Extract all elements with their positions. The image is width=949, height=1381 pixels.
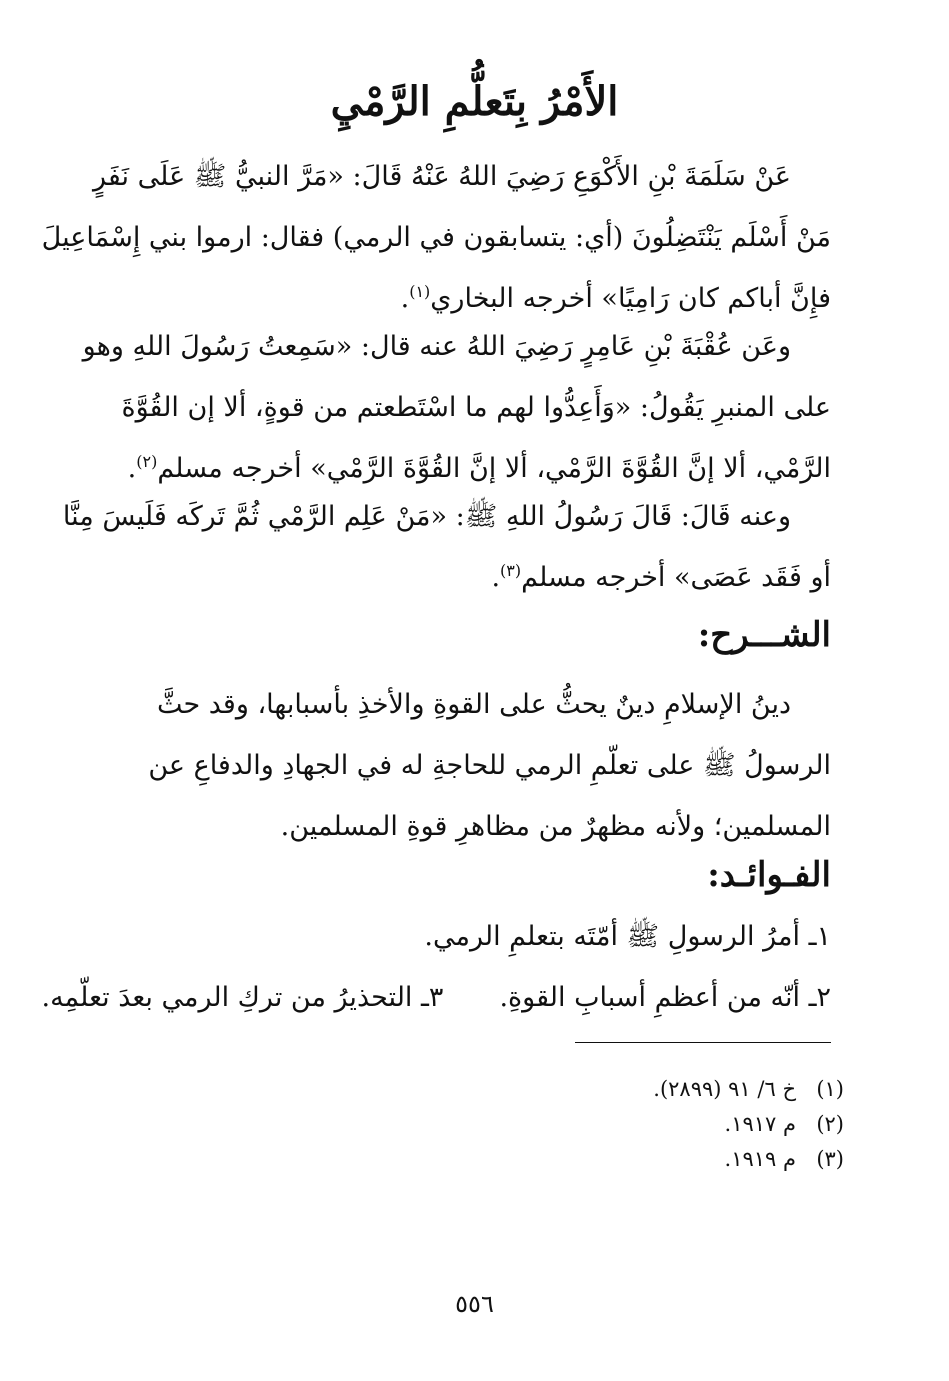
hadith-1-line-3: فإِنَّ أباكم كان رَامِيًا» أخرجه البخاري$^{(١)}$. [400,282,831,314]
page-title: الأَمْرُ بِتَعلُّمِ الرَّمْيِ [330,78,619,125]
hadith-3-line-2-text: أو فَقَد عَصَى» أخرجه مسلم [521,562,831,593]
hadith-3-line-1: وعنه قَالَ: قَالَ رَسُولُ اللهِ ﷺ: «مَنْ عَلِم الرَّمْي ثُمَّ تَركَه فَلَيسَ مِنَّا [62,501,791,532]
benefit-item-3: ٣ـ التحذيرُ من تركِ الرمي بعدَ تعلّمِه. [41,982,444,1013]
page-number: ٥٥٦ [455,1290,494,1318]
hadith-1-line-1: عَنْ سَلَمَةَ بْنِ الأَكْوَعِ رَضِيَ اللهُ عَنْهُ قَالَ: «مَرَّ النبيُّ ﷺ عَلَى نَفَرٍ [92,161,791,192]
footnote-3-number: (٣) [816,1147,844,1171]
footnote-1-number: (١) [816,1077,844,1101]
footnote-1-text: خ ٦/ ٩١ (٢٨٩٩). [653,1077,796,1101]
footnote-2-text: م ١٩١٧. [724,1112,796,1136]
explanation-body [88,674,831,857]
footnote-separator [575,1042,831,1043]
footnote-2-number: (٢) [816,1112,844,1136]
hadith-2 [82,316,831,499]
hadith-3 [62,486,831,608]
footnote-1 [653,1072,844,1107]
hadith-2-line-3-text: الرَّمْي، ألا إنَّ القُوَّةَ الرَّمْي، ألا إنَّ القُوَّةَ الرَّمْي» أخرجه مسلم [157,453,831,484]
footnote-2 [653,1107,844,1142]
footnote-3 [653,1142,844,1177]
benefits-heading: الفـوائـد: [707,855,831,895]
hadith-1-line-2: مَنْ أَسْلَم يَنْتَضِلُونَ (أي: يتسابقون في الرمي) فقال: ارموا بني إِسْمَاعِيلَ [41,222,831,253]
hadith-2-line-1: وعَن عُقْبَةَ بْنِ عَامِرٍ رَضِيَ اللهُ عنه قال: «سَمِعتُ رَسُولَ اللهِ وهو [82,331,791,362]
benefits-list [41,906,831,1028]
benefit-item-1: ١ـ أمرُ الرسولِ ﷺ أمّتَه بتعلمِ الرمي. [424,921,831,952]
hadith-1 [41,146,831,329]
hadith-2-line-3: الرَّمْي، ألا إنَّ القُوَّةَ الرَّمْي، ألا إنَّ القُوَّةَ الرَّمْي» أخرجه مسلم$^{(٢)}$. [127,452,831,484]
explanation-line-1: دينُ الإسلامِ دينٌ يحثُّ على القوةِ والأخذِ بأسبابها، وقد حثَّ [156,689,791,720]
benefit-row-2 [41,967,831,1028]
hadith-2-line-2: على المنبرِ يَقُولُ: «وَأَعِدُّوا لهم ما اسْتَطعتم من قوةٍ، ألا إن القُوَّةَ [121,392,831,423]
footnote-ref-2: (٢) [136,452,158,471]
footnotes [653,1072,844,1177]
explanation-line-3: المسلمين؛ ولأنه مظهرٌ من مظاهرِ قوةِ المسلمين. [280,811,831,842]
explanation-line-2: الرسولُ ﷺ على تعلّمِ الرمي للحاجةِ له في الجهادِ والدفاعِ عن [148,750,831,781]
hadith-1-line-3-text: فإِنَّ أباكم كان رَامِيًا» أخرجه البخاري [430,283,831,314]
hadith-3-line-2: أو فَقَد عَصَى» أخرجه مسلم$^{(٣)}$. [491,561,831,593]
explanation-heading: الشـــرح: [697,615,831,655]
footnote-ref-1: (١) [409,282,431,301]
footnote-ref-3: (٣) [500,561,522,580]
benefit-item-2: ٢ـ أنّه من أعظمِ أسبابِ القوةِ. [499,982,831,1013]
footnote-3-text: م ١٩١٩. [724,1147,796,1171]
